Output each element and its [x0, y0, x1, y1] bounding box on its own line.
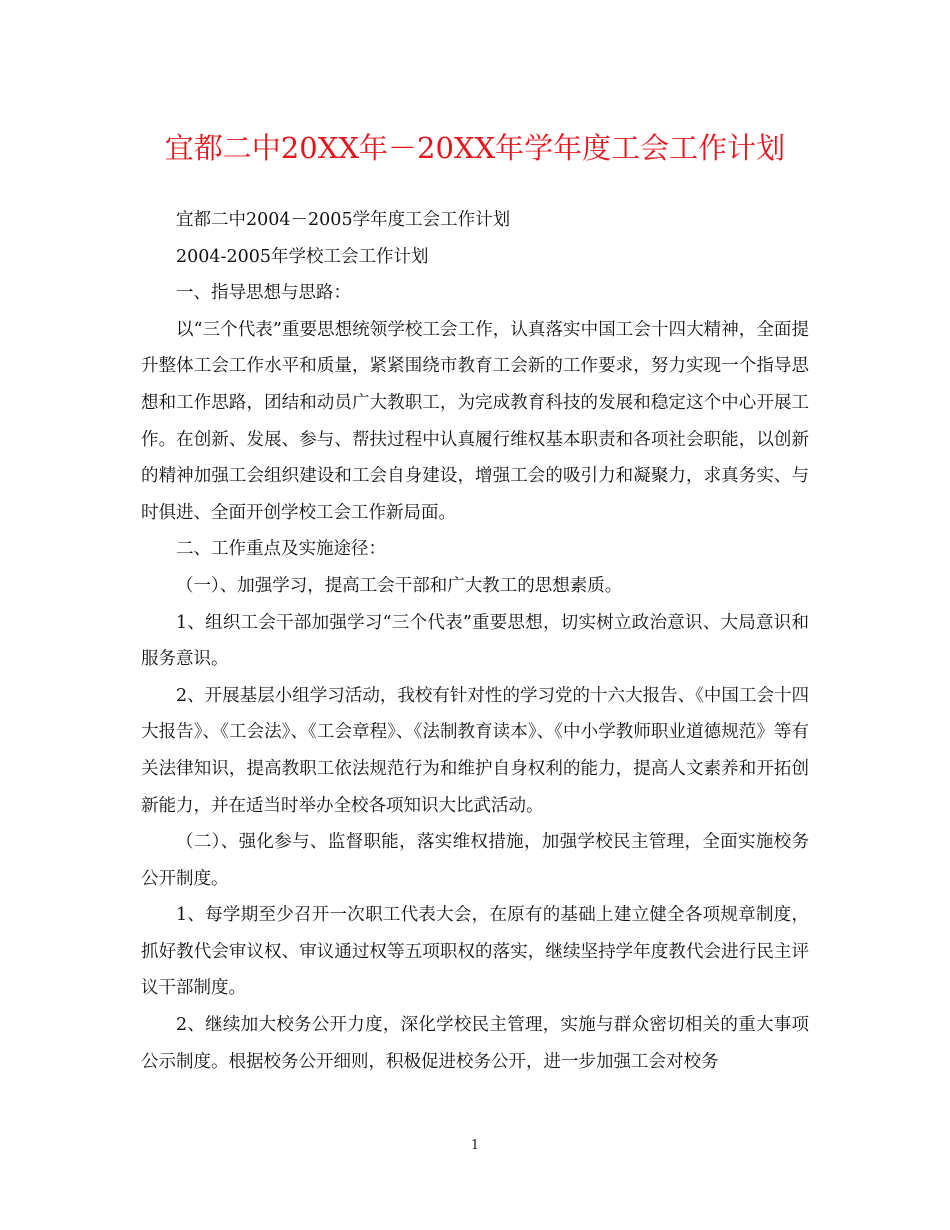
- subsection-heading-participation: （二）、强化参与、监督职能，落实维权措施，加强学校民主管理，全面实施校务公开制度。: [141, 832, 809, 889]
- paragraph-plan-name: 2004-2005年学校工会工作计划: [176, 246, 429, 267]
- document-title: 宜都二中20XX年－20XX年学年度工会工作计划: [164, 131, 786, 165]
- paragraph-item-1: 1、每学期至少召开一次职工代表大会，在原有的基础上建立健全各项规章制度，抓好教代会审议权、审议通过权等五项职权的落实，继续坚持学年度教代会进行民主评议干部制度。: [141, 905, 809, 999]
- section-heading-work-focus: 二、工作重点及实施途径：: [176, 539, 386, 560]
- section-heading-guiding-thought: 一、指导思想与思路：: [176, 283, 351, 304]
- document-body: [141, 202, 809, 1080]
- paragraph-item-2: 2、继续加大校务公开力度，深化学校民主管理，实施与群众密切相关的重大事项公示制度。根据校务公开细则，积极促进校务公开，进一步加强工会对校务: [141, 1015, 809, 1072]
- paragraph-item-2: 2、开展基层小组学习活动，我校有针对性的学习党的十六大报告、《中国工会十四大报告》、《工会法》、《工会章程》、《法制教育读本》、《中小学教师职业道德规范》等有关法律知识，提高教职工依法规范行为和维护自身权利的能力，提高人文素养和开拓创新能力，并在适当时举办全校各项知识大比武活动。: [141, 685, 809, 816]
- subsection-heading-study: （一）、加强学习，提高工会干部和广大教工的思想素质。: [176, 575, 623, 596]
- paragraph-subtitle: 宜都二中2004－2005学年度工会工作计划: [176, 210, 511, 230]
- paragraph-item-1: 1、组织工会干部加强学习“三个代表”重要思想，切实树立政治意识、大局意识和服务意识。: [141, 612, 809, 670]
- paragraph-guiding-thought: 以“三个代表”重要思想统领学校工会工作，认真落实中国工会十四大精神，全面提升整体工会工作水平和质量，紧紧围绕市教育工会新的工作要求，努力实现一个指导思想和工作思路，团结和动员广大教职工，为完成教育科技的发展和稳定这个中心开展工作。在创新、发展、参与、帮扶过程中认真履行维权基本职责和各项社会职能，以创新的精神加强工会组织建设和工会自身建设，增强工会的吸引力和凝聚力，求真务实、与时俱进、全面开创学校工会工作新局面。: [141, 319, 809, 523]
- page-number: 1: [470, 1138, 480, 1153]
